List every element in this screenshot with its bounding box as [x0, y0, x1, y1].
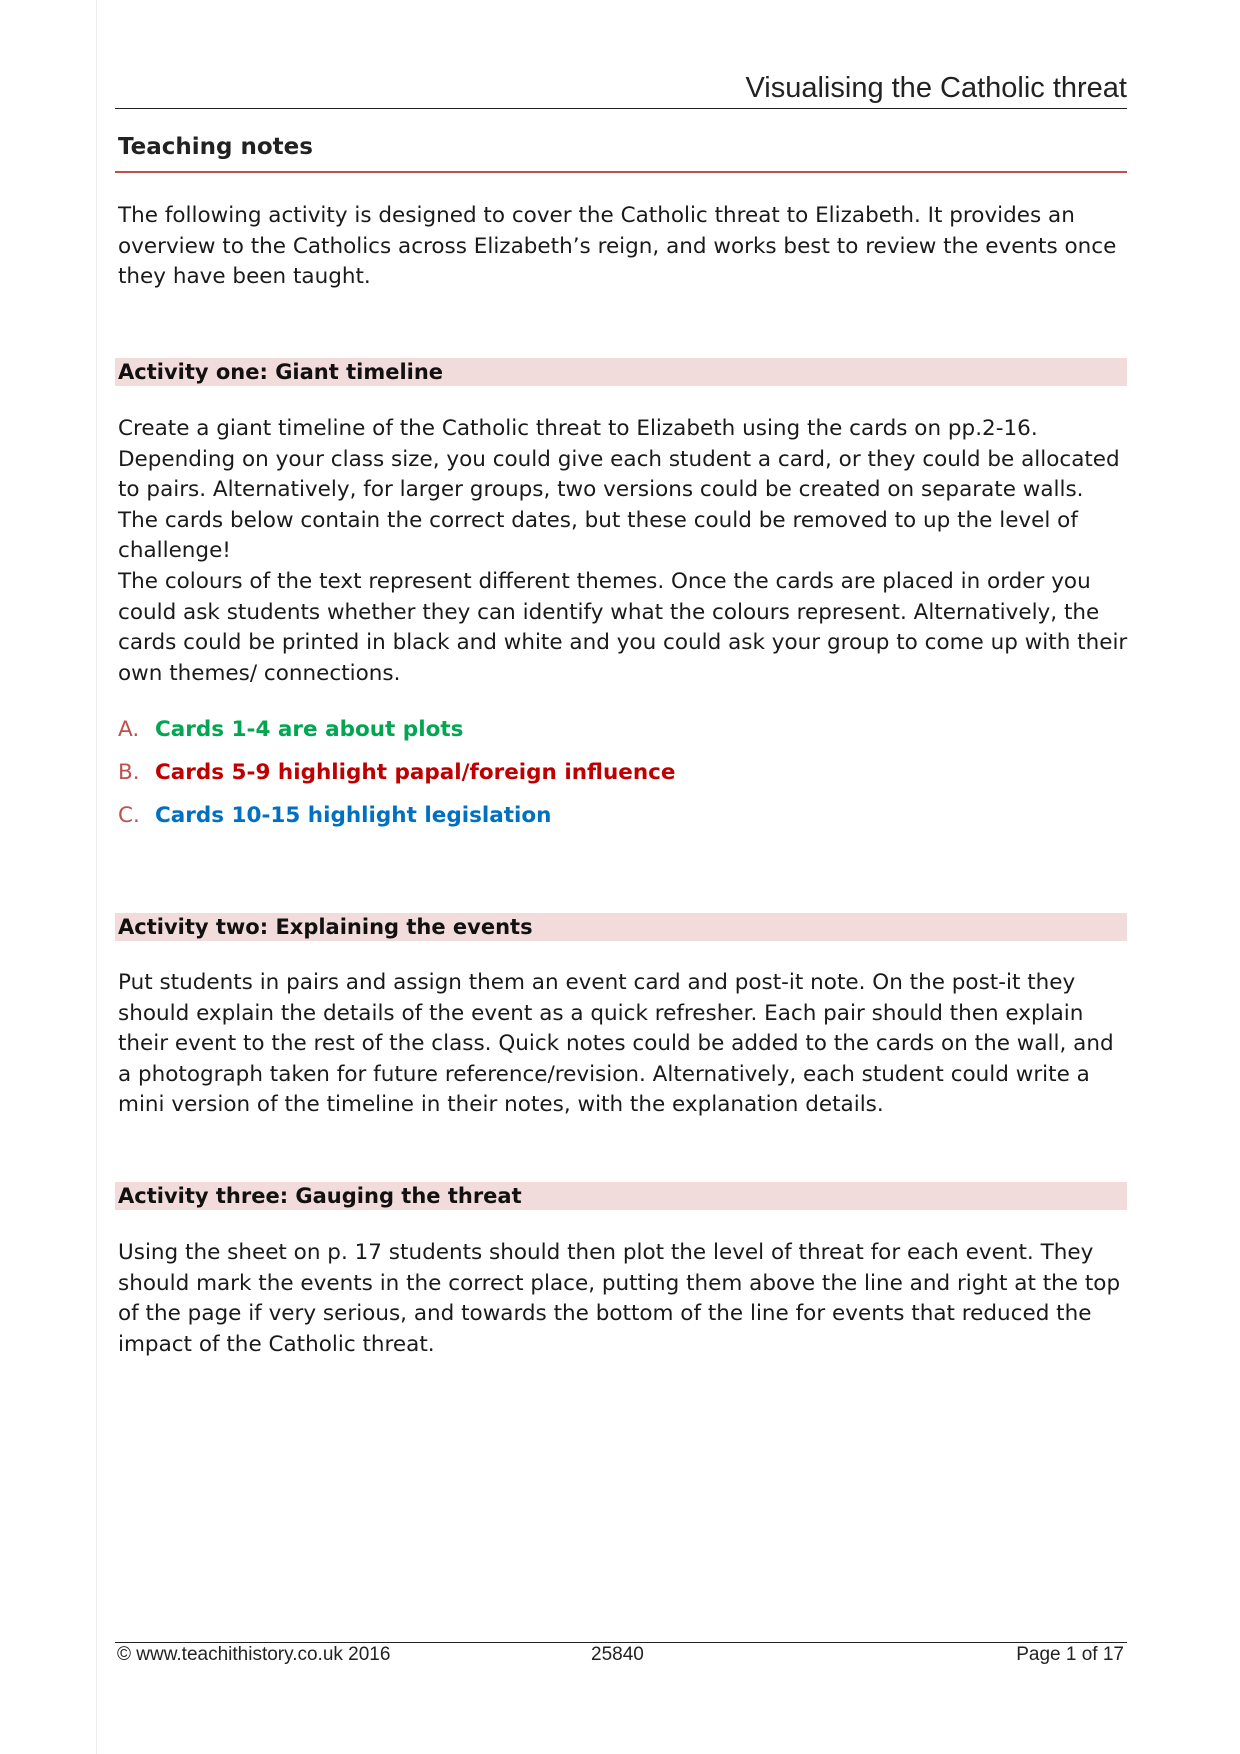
- activity-one-heading: [115, 358, 1127, 386]
- footer-divider: [115, 1642, 1127, 1643]
- footer-page-number: Page 1 of 17: [1016, 1644, 1124, 1665]
- activity-two-heading: [115, 913, 1127, 941]
- activity-one-paragraph-2: The colours of the text represent different themes. Once the cards are placed in order you could ask students whether they can identify what the colours represent. Alternatively, the cards could be printed in black and white and you could ask your group to come up with their own themes/ connections.: [118, 569, 1128, 686]
- section-divider: [115, 171, 1127, 173]
- footer-copyright: © www.teachithistory.co.uk 2016: [117, 1644, 391, 1665]
- theme-letter: C.: [118, 803, 140, 828]
- footer-resource-code: 25840: [591, 1644, 644, 1665]
- page-edge: [96, 0, 97, 1754]
- activity-three-heading: [115, 1182, 1127, 1210]
- theme-letter: A.: [118, 717, 140, 742]
- intro-paragraph: The following activity is designed to cover the Catholic threat to Elizabeth. It provides an overview to the Catholics across Elizabeth’s reign, and works best to review the events once they have been taught.: [118, 203, 1117, 289]
- activity-one-heading-text: Activity one: Giant timeline: [118, 360, 444, 384]
- theme-letter: B.: [118, 760, 140, 785]
- activity-three-heading-text: Activity three: Gauging the threat: [118, 1184, 522, 1208]
- activity-three-paragraph: Using the sheet on p. 17 students should then plot the level of threat for each event. They should mark the events in the correct place, putting them above the line and right at the top of the page if very serious, and towards the bottom of the line for events that reduced the impact of the Catholic threat.: [118, 1240, 1121, 1357]
- activity-two-heading-text: Activity two: Explaining the events: [118, 915, 533, 939]
- activity-one-paragraph-1: Create a giant timeline of the Catholic threat to Elizabeth using the cards on pp.2-16. Depending on your class size, you could give each student a card, or they could be allocated to pairs. Alternatively, for larger groups, two versions could be created on separate walls. The cards below contain the correct dates, but these could be removed to up the level of challenge!: [118, 416, 1120, 563]
- theme-text: Cards 1-4 are about plots: [155, 717, 464, 742]
- activity-two-paragraph: Put students in pairs and assign them an event card and post-it note. On the post-it they should explain the details of the event as a quick refresher. Each pair should then explain their event to the rest of the class. Quick notes could be added to the cards on the wall, and a photograph taken for future reference/revision. Alternatively, each student could write a mini version of the timeline in their notes, with the explanation details.: [118, 970, 1114, 1117]
- theme-text: Cards 10-15 highlight legislation: [155, 803, 552, 828]
- theme-text: Cards 5-9 highlight papal/foreign influence: [155, 760, 676, 785]
- document-header-title: Visualising the Catholic threat: [745, 72, 1127, 104]
- section-title: Teaching notes: [118, 134, 313, 160]
- header-divider: [115, 108, 1127, 109]
